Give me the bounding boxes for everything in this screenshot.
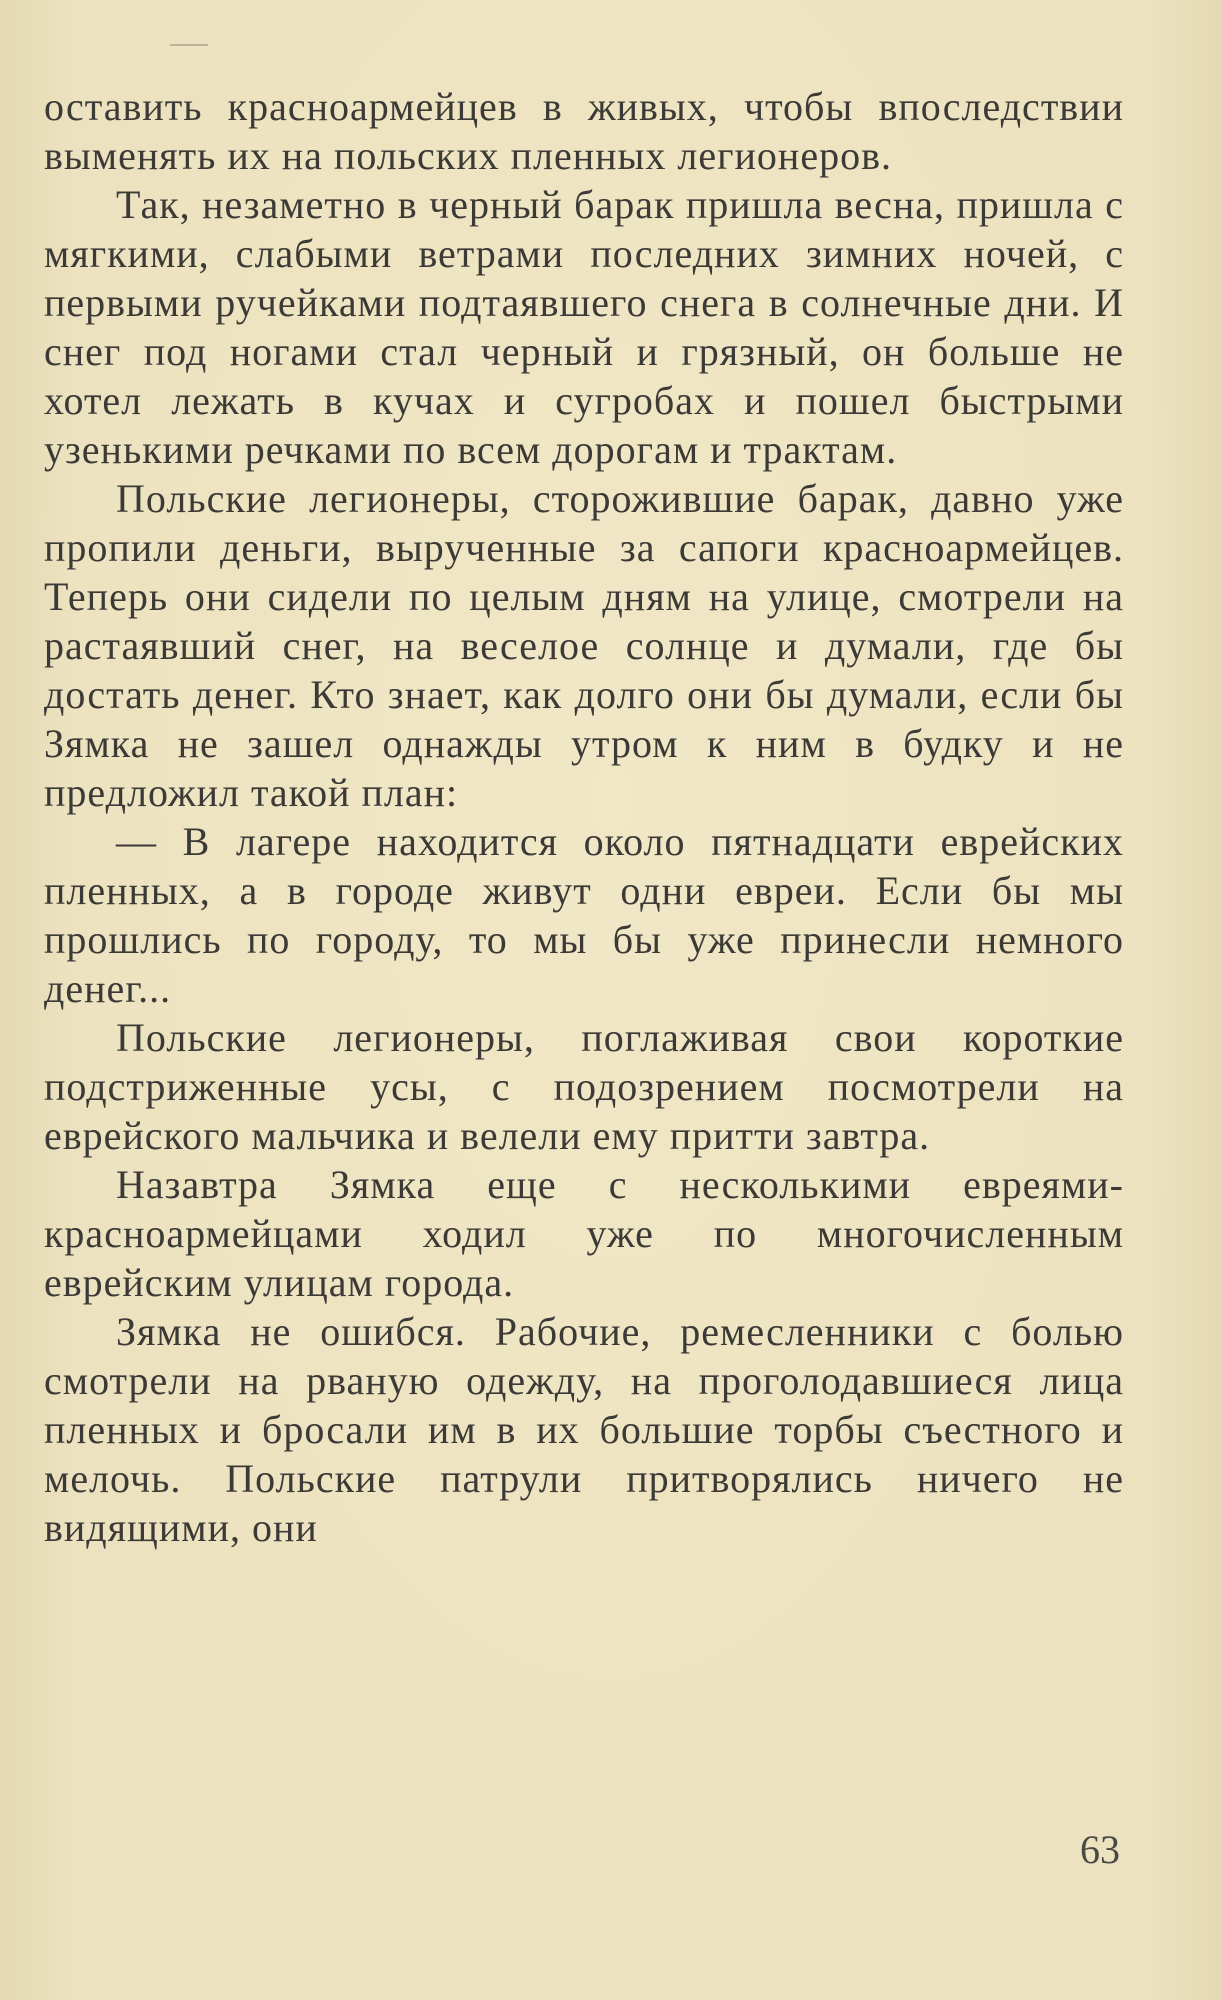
page-number: 63 (1080, 1827, 1120, 1872)
paragraph-5: Польские легионеры, поглаживая свои короткие подстриженные усы, с подозрением посмотрели на еврейского мальчика и велели ему притти завтра. (44, 1015, 1124, 1158)
paragraph-4: — В лагере находится около пятнадцати еврейских пленных, а в городе живут одни евреи. Если бы мы прошлись по городу, то мы бы уже принесли немного денег... (44, 819, 1124, 1011)
paragraph-1: оставить красноармейцев в живых, чтобы впоследствии выменять их на польских пленных легионеров. (44, 84, 1124, 178)
print-mark (170, 44, 208, 46)
paragraph-2: Так, незаметно в черный барак пришла весна, пришла с мягкими, слабыми ветрами последних зимних ночей, с первыми ручейками подтаявшего снега в солнечные дни. И снег под ногами стал черный и грязный, он больше не хотел лежать в кучах и сугробах и пошел быстрыми узенькими речками по всем дорогам и трактам. (44, 182, 1124, 472)
paragraph-7: Зямка не ошибся. Рабочие, ремесленники с болью смотрели на рваную одежду, на проголодавшиеся лица пленных и бросали им в их большие торбы съестного и мелочь. Польские патрули притворялись ничего не видящими, они (44, 1309, 1124, 1550)
body-text (44, 82, 1124, 1552)
paragraph-3: Польские легионеры, сторожившие барак, давно уже пропили деньги, вырученные за сапоги красноармейцев. Теперь они сидели по целым дням на улице, смотрели на растаявший снег, на веселое солнце и думали, где бы достать денег. Кто знает, как долго они бы думали, если бы Зямка не зашел однажды утром к ним в будку и не предложил такой план: (44, 476, 1124, 815)
paragraph-6: Назавтра Зямка еще с несколькими евреями-красноармейцами ходил уже по многочисленным еврейским улицам города. (44, 1162, 1124, 1305)
